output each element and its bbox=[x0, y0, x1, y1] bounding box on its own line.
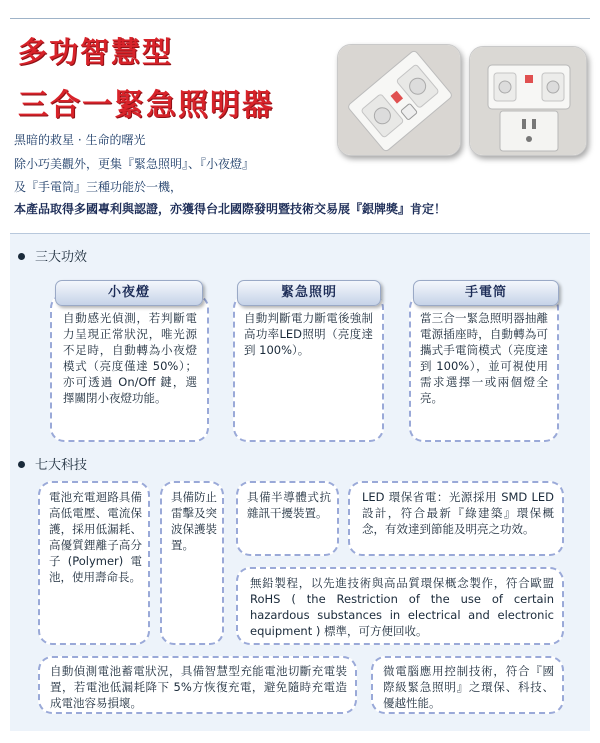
tech-text-led: LED 環保省電：光源採用 SMD LED 設計，符合最新『綠建築』環保概念，有效達到節能及明亮之功效。 bbox=[362, 490, 554, 536]
product-photo-wall bbox=[469, 46, 587, 156]
function-box-flashlight bbox=[409, 294, 559, 442]
tech-box-noise bbox=[236, 481, 339, 556]
function-tab-emergency: 緊急照明 bbox=[237, 280, 381, 306]
function-text-night-light: 自動感光偵測，若判斷電力呈現正常狀況，唯光源不足時，自動轉為小夜燈模式（亮度僅達 50%）；亦可透過 On/Off 鍵，選擇關閉小夜燈功能。 bbox=[63, 311, 197, 405]
intro-line-2: 及『手電筒』三種功能於一機， bbox=[14, 180, 183, 194]
tech-box-microcomputer bbox=[371, 656, 564, 714]
bullet-icon bbox=[18, 461, 25, 468]
title-line-1: 多功智慧型 bbox=[18, 35, 174, 69]
title-line-2: 三合一緊急照明器 bbox=[18, 88, 274, 123]
function-tab-flashlight: 手電筒 bbox=[413, 280, 559, 306]
function-tab-night-light: 小夜燈 bbox=[55, 280, 203, 306]
tech-box-battery bbox=[38, 481, 150, 645]
tech-text-battery: 電池充電迴路具備高低電壓、電流保護，採用低漏耗、高優質鋰離子高分子(Polymer)電池，使用壽命長。 bbox=[49, 490, 142, 584]
intro-line-1: 除小巧美觀外，更集『緊急照明』、『小夜燈』 bbox=[14, 157, 255, 171]
function-text-flashlight: 當三合一緊急照明器抽離電源插座時，自動轉為可攜式手電筒模式（亮度達到 100%），並可視使用需求選擇一或兩個燈全亮。 bbox=[420, 311, 548, 405]
tech-box-smart-charge bbox=[38, 656, 357, 714]
function-box-night-light bbox=[50, 294, 209, 442]
section-functions-heading bbox=[18, 246, 87, 265]
section-functions-label: 三大功效 bbox=[35, 250, 88, 265]
tech-box-rohs bbox=[236, 567, 564, 645]
tech-text-smart-charge: 自動偵測電池蓄電狀況，具備智慧型充能電池切斷充電裝置，若電池低漏耗降下 5%方恢復充電，避免隨時充電造成電池容易損壞。 bbox=[50, 664, 347, 710]
function-text-emergency: 自動判斷電力斷電後強制高功率LED照明（亮度達到 100%）。 bbox=[244, 311, 373, 357]
tech-text-noise: 具備半導體式抗雜訊干擾裝置。 bbox=[247, 490, 331, 520]
tech-text-microcomputer: 微電腦應用控制技術，符合『國際級緊急照明』之環保、科技、優越性能。 bbox=[383, 664, 554, 710]
top-rule bbox=[10, 18, 590, 19]
section-tech-label: 七大科技 bbox=[35, 458, 88, 473]
tech-box-surge bbox=[160, 481, 224, 645]
slogan: 黑暗的救星 · 生命的曙光 bbox=[14, 133, 146, 147]
section-tech-heading bbox=[18, 454, 87, 473]
tech-text-surge: 具備防止雷擊及突波保護裝置。 bbox=[171, 490, 217, 552]
tech-box-led bbox=[348, 481, 564, 556]
tech-text-rohs: 無鉛製程，以先進技術與高品質環保概念製作，符合歐盟 RoHS ( the Restriction of the use of certain hazardous substances in electrical and electronic equipment ) 標準，可方便回收。 bbox=[250, 576, 554, 638]
product-photo-ceiling bbox=[337, 44, 461, 156]
bullet-icon bbox=[18, 253, 25, 260]
function-box-emergency bbox=[233, 294, 384, 442]
intro-award-line: 本產品取得多國專利與認證，亦獲得台北國際發明暨技術交易展『銀牌獎』肯定！ bbox=[14, 202, 447, 216]
